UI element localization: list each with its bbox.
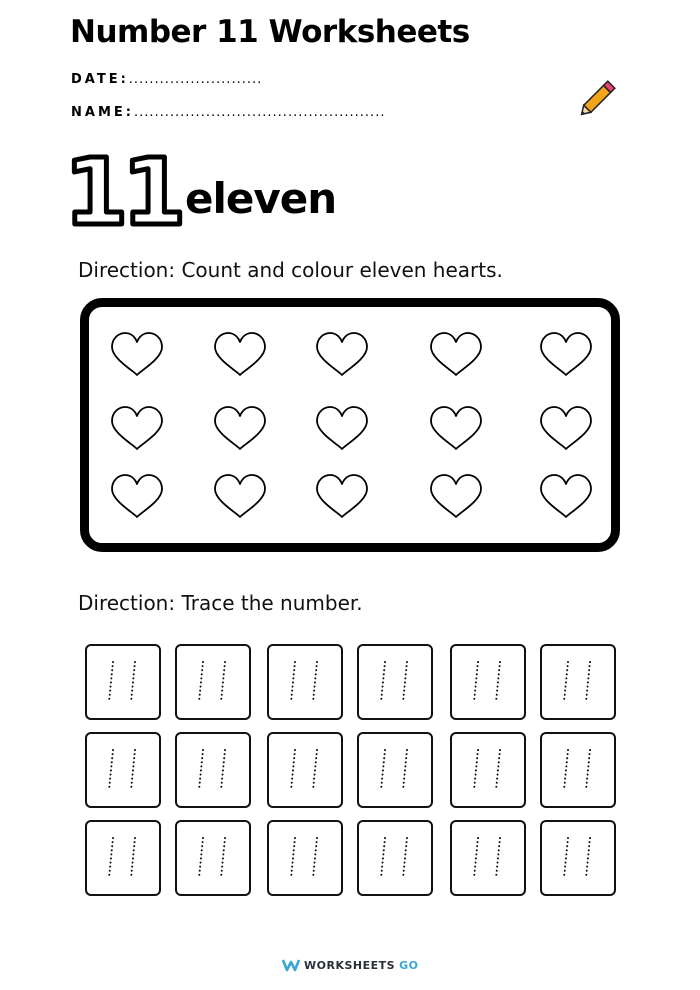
trace-cell[interactable] [540,732,616,808]
heart-icon[interactable] [431,475,481,517]
dotted-stroke [474,750,478,790]
trace-cell[interactable] [540,820,616,896]
trace-cell[interactable] [267,644,343,720]
trace-cell[interactable] [85,644,161,720]
name-label: NAME: [71,105,134,120]
heart-icon[interactable] [431,407,481,449]
number-digits: 11 [63,139,181,246]
dotted-stroke [221,838,225,878]
hearts-grid [89,307,611,543]
dotted-stroke [199,662,203,702]
dotted-stroke [381,838,385,878]
dotted-stroke [496,838,500,878]
heart-icon[interactable] [317,333,367,375]
name-line[interactable]: ................................................. [133,105,386,120]
dotted-eleven [359,646,431,718]
dotted-eleven [269,822,341,894]
dotted-stroke [474,838,478,878]
date-line[interactable]: .......................... [128,72,263,87]
dotted-stroke [109,662,113,702]
dotted-stroke [221,750,225,790]
dotted-stroke [291,750,295,790]
number-word: eleven [185,174,337,223]
hearts-panel [80,298,620,552]
dotted-stroke [586,750,590,790]
trace-cell[interactable] [175,644,251,720]
trace-cell[interactable] [357,644,433,720]
dotted-stroke [109,838,113,878]
dotted-eleven [269,734,341,806]
trace-cell[interactable] [357,732,433,808]
dotted-eleven [359,822,431,894]
trace-cell[interactable] [357,820,433,896]
dotted-eleven [452,822,524,894]
dotted-stroke [131,750,135,790]
pencil-icon [578,74,622,118]
dotted-stroke [403,750,407,790]
date-field[interactable] [71,72,262,87]
heart-icon[interactable] [541,475,591,517]
brand-main: WORKSHEETS [304,958,396,972]
dotted-eleven [87,734,159,806]
dotted-eleven [542,734,614,806]
dotted-stroke [381,662,385,702]
dotted-stroke [381,750,385,790]
dotted-stroke [291,838,295,878]
dotted-eleven [452,646,524,718]
dotted-stroke [586,838,590,878]
heart-icon[interactable] [541,333,591,375]
trace-cell[interactable] [540,644,616,720]
heart-icon[interactable] [112,475,162,517]
hearts-direction: Direction: Count and colour eleven hearts. [78,258,503,282]
dotted-stroke [199,750,203,790]
number-outline [63,139,181,246]
dotted-stroke [109,750,113,790]
heart-icon[interactable] [317,475,367,517]
dotted-stroke [403,838,407,878]
trace-cell[interactable] [267,820,343,896]
footer-brand [282,958,418,972]
dotted-stroke [221,662,225,702]
trace-cell[interactable] [450,820,526,896]
heart-icon[interactable] [317,407,367,449]
dotted-stroke [496,662,500,702]
dotted-eleven [177,734,249,806]
trace-cell[interactable] [175,732,251,808]
dotted-eleven [542,822,614,894]
heart-icon[interactable] [112,333,162,375]
dotted-stroke [496,750,500,790]
dotted-eleven [87,822,159,894]
heart-icon[interactable] [215,475,265,517]
trace-cell[interactable] [450,644,526,720]
name-field[interactable] [71,105,385,120]
dotted-eleven [359,734,431,806]
heart-icon[interactable] [431,333,481,375]
dotted-stroke [313,838,317,878]
dotted-eleven [177,822,249,894]
date-label: DATE: [71,72,129,87]
dotted-stroke [313,662,317,702]
dotted-stroke [291,662,295,702]
dotted-stroke [313,750,317,790]
dotted-eleven [269,646,341,718]
heart-icon[interactable] [112,407,162,449]
trace-cell[interactable] [450,732,526,808]
heart-icon[interactable] [215,333,265,375]
trace-cell[interactable] [85,732,161,808]
dotted-eleven [452,734,524,806]
heart-icon[interactable] [541,407,591,449]
dotted-eleven [542,646,614,718]
worksheetsgo-logo-icon [282,958,300,972]
dotted-stroke [564,662,568,702]
dotted-eleven [87,646,159,718]
dotted-stroke [131,662,135,702]
heart-icon[interactable] [215,407,265,449]
brand-accent: GO [399,958,419,972]
page-title: Number 11 Worksheets [70,14,470,50]
dotted-eleven [177,646,249,718]
trace-cell[interactable] [175,820,251,896]
dotted-stroke [131,838,135,878]
dotted-stroke [474,662,478,702]
dotted-stroke [564,750,568,790]
dotted-stroke [199,838,203,878]
dotted-stroke [403,662,407,702]
trace-direction: Direction: Trace the number. [78,591,363,615]
dotted-stroke [564,838,568,878]
dotted-stroke [586,662,590,702]
trace-cell[interactable] [267,732,343,808]
trace-cell[interactable] [85,820,161,896]
